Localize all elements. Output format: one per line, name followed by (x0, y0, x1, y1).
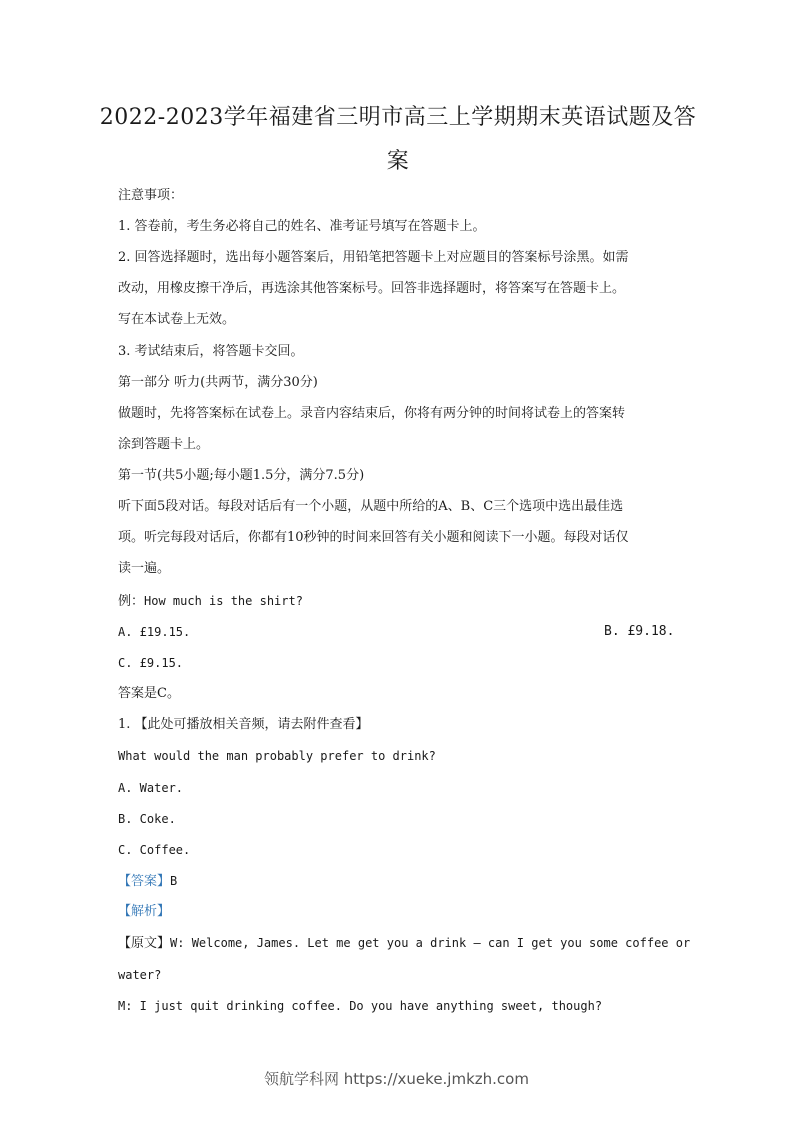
part1-heading: 第一部分 听力(共两节，满分30分) (118, 375, 318, 390)
document-title: 2022-2023学年福建省三明市高三上学期期末英语试题及答案 (99, 105, 697, 174)
notice-item-2-line-1: 2. 回答选择题时，选出每小题答案后，用铅笔把答题卡上对应题目的答案标号涂黑。如需 (118, 250, 629, 265)
question-1-option-a: A. Water. (118, 781, 184, 795)
notice-heading: 注意事项： (118, 188, 184, 203)
notice-item-2-line-3: 写在本试卷上无效。 (118, 312, 236, 327)
transcript-line-2: water? (118, 968, 162, 982)
question-1-number: 1. (118, 717, 131, 732)
example-label: 例： (118, 594, 145, 609)
section1-instruction-line-2: 项。听完每段对话后，你都有10秒钟的时间来回答有关小题和阅读下一小题。每段对话仅 (118, 530, 629, 545)
question-1-option-b: B. Coke. (118, 812, 176, 826)
analysis-tag: 【解析】 (118, 904, 171, 919)
transcript-text-1: W: Welcome, James. Let me get you a drink — can I get you some coffee or (170, 936, 691, 950)
example-question: How much is the shirt? (144, 594, 303, 608)
transcript-line-1 (118, 933, 691, 954)
question-1-text: What would the man probably prefer to drink? (118, 749, 436, 763)
answer-line (118, 871, 678, 892)
notice-item-3: 3. 考试结束后，将答题卡交回。 (118, 344, 304, 359)
notice-item-2-line-2: 改动，用橡皮擦干净后，再选涂其他答案标号。回答非选择题时，将答案写在答题卡上。 (118, 281, 626, 296)
part1-instruction-line-2: 涂到答题卡上。 (118, 437, 210, 452)
example-option-a: A. £19.15. (118, 625, 191, 639)
question-1-line (118, 715, 678, 735)
audio-note: 【此处可播放相关音频，请去附件查看】 (134, 717, 369, 732)
part1-instruction-line-1: 做题时，先将答案标在试卷上。录音内容结束后，你将有两分钟的时间将试卷上的答案转 (118, 406, 626, 421)
transcript-line-3: M: I just quit drinking coffee. Do you have anything sweet, though? (118, 999, 603, 1013)
example-option-b: B. £9.18. (604, 624, 675, 639)
example-question-line (118, 591, 678, 612)
footer-watermark: 领航学科网 https://xueke.jmkzh.com (264, 1070, 529, 1088)
transcript-tag: 【原文】 (118, 936, 171, 951)
answer-tag: 【答案】 (118, 874, 171, 889)
example-option-c: C. £9.15. (118, 656, 184, 670)
answer-value: B (170, 874, 178, 888)
section1-instruction-line-1: 听下面5段对话。每段对话后有一个小题，从题中所给的A、B、C三个选项中选出最佳选 (118, 499, 624, 514)
example-answer: 答案是C。 (118, 686, 180, 701)
section1-instruction-line-3: 读一遍。 (118, 561, 171, 576)
question-1-option-c: C. Coffee. (118, 843, 191, 857)
section1-heading: 第一节(共5小题;每小题1.5分，满分7.5分) (118, 468, 365, 483)
notice-item-1: 1. 答卷前，考生务必将自己的姓名、准考证号填写在答题卡上。 (118, 219, 486, 234)
analysis-line (118, 902, 678, 922)
